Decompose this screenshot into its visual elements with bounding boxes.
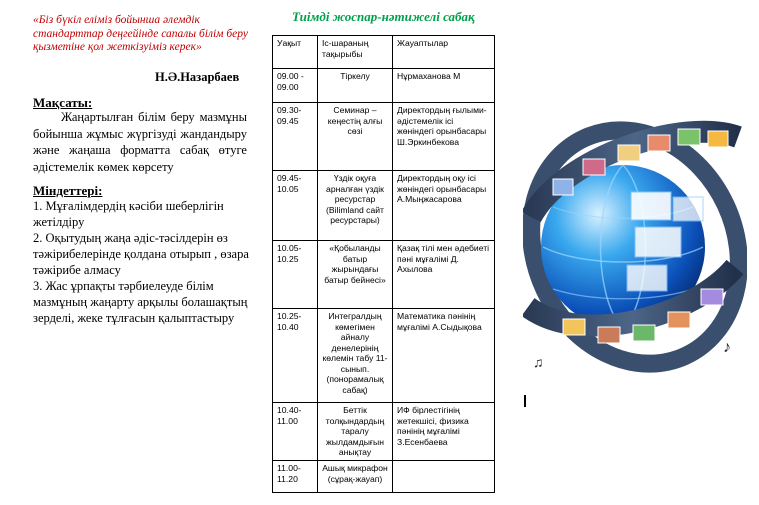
web-panel bbox=[627, 265, 667, 291]
cell-topic: Тіркелу bbox=[318, 69, 393, 103]
quote-text: «Біз бүкіл еліміз бойынша әлемдік стандарттар деңгейінде сапалы білім беру қызметіне қол жеткізуіміз керек» bbox=[33, 14, 248, 53]
cell-topic: Семинар – кеңестің алғы сөзі bbox=[318, 103, 393, 171]
tasks-heading: Міндеттері: bbox=[33, 183, 103, 198]
photo-frame bbox=[701, 289, 723, 305]
cell-topic: Беттік толқындардың таралу жылдамдығын анықтау bbox=[318, 403, 393, 461]
cell-topic: Үздік оқуға арналған үздік ресурстар (Bilimland сайт ресурстары) bbox=[318, 171, 393, 241]
cell-time: 09.00 - 09.00 bbox=[273, 69, 318, 103]
column-header-responsible: Жауаптылар bbox=[393, 36, 495, 69]
column-header-time: Уақыт bbox=[273, 36, 318, 69]
cell-time: 09.30-09.45 bbox=[273, 103, 318, 171]
web-panel bbox=[635, 227, 681, 257]
cell-topic: «Қобыланды батыр жырындағы батыр бейнесі» bbox=[318, 241, 393, 309]
photo-frame bbox=[598, 327, 620, 343]
photo-frame bbox=[618, 145, 640, 161]
photo-frame bbox=[668, 312, 690, 328]
cell-responsible: Директордың оқу ісі жөніндегі орынбасары А.Мыңжасарова bbox=[393, 171, 495, 241]
cell-time: 09.45-10.05 bbox=[273, 171, 318, 241]
task-item: 3. Жас ұрпақты тәрбиелеуде білім мазмұның жаңарту арқылы болашақтың зерделі, жеке тұлғасын қалыптастыру bbox=[33, 279, 248, 325]
cell-time: 11.00-11.20 bbox=[273, 461, 318, 493]
task-item: 1. Мұғалімдердің кәсіби шеберлігін жетілдіру bbox=[33, 199, 224, 229]
table-row bbox=[273, 69, 495, 103]
cell-time: 10.40-11.00 bbox=[273, 403, 318, 461]
goal-heading: Мақсаты: bbox=[33, 95, 93, 110]
music-note-icon: ♪ bbox=[723, 339, 731, 356]
globe-filmstrip-image bbox=[523, 97, 747, 379]
table-row bbox=[273, 403, 495, 461]
photo-frame bbox=[563, 319, 585, 335]
cell-responsible: Қазақ тілі мен әдебиеті пәні мұғалімі Д. Ахылова bbox=[393, 241, 495, 309]
text-cursor bbox=[524, 395, 526, 407]
photo-frame bbox=[583, 159, 605, 175]
photo-frame bbox=[633, 325, 655, 341]
cell-time: 10.05-10.25 bbox=[273, 241, 318, 309]
cell-responsible bbox=[393, 461, 495, 493]
cell-responsible: Нұрмаханова М bbox=[393, 69, 495, 103]
cell-topic: Ашық микрафон (сұрақ-жауап) bbox=[318, 461, 393, 493]
goal-text: Жаңартылған білім беру мазмұны бойынша жұмыс жүргізуді жандандыру және жаңаша форматта сабақ өтуге әдістемелік көмек көрсету bbox=[33, 110, 247, 174]
photo-frame bbox=[553, 179, 573, 195]
quote-author: Н.Ә.Назарбаев bbox=[155, 70, 240, 84]
table-row bbox=[273, 461, 495, 493]
table-header-row bbox=[273, 36, 495, 69]
photo-frame bbox=[708, 131, 728, 147]
cell-responsible: ИФ бірлестігінің жетекшісі, физика пәнінің мұғалімі З.Есенбаева bbox=[393, 403, 495, 461]
music-note-icon: ♫ bbox=[533, 356, 544, 371]
cell-time: 10.25-10.40 bbox=[273, 309, 318, 403]
table-row bbox=[273, 171, 495, 241]
table-row bbox=[273, 241, 495, 309]
photo-frame bbox=[648, 135, 670, 151]
web-panel bbox=[673, 197, 703, 221]
plan-title: Тиімді жоспар-нәтижелі сабақ bbox=[292, 9, 475, 24]
cell-responsible: Математика пәнінің мұғалімі А.Сыдықова bbox=[393, 309, 495, 403]
cell-responsible: Директордың ғылыми-әдістемелік ісі жөніндегі орынбасары Ш.Эркинбекова bbox=[393, 103, 495, 171]
task-item: 2. Оқытудың жаңа әдіс-тәсілдерін өз тәжірибелерінде қолдана отырып , өзара тәжірибе алмасу bbox=[33, 231, 249, 277]
column-header-topic: Іс-шараның тақырыбы bbox=[318, 36, 393, 69]
table-row bbox=[273, 103, 495, 171]
photo-frame bbox=[678, 129, 700, 145]
table-row bbox=[273, 309, 495, 403]
schedule-table bbox=[272, 35, 495, 493]
tasks-list bbox=[33, 198, 251, 326]
web-panel bbox=[631, 192, 671, 220]
cell-topic: Интегралдың көмегімен айналу денелерінің көлемін табу 11-сынып. (понорамалық сабақ) bbox=[318, 309, 393, 403]
